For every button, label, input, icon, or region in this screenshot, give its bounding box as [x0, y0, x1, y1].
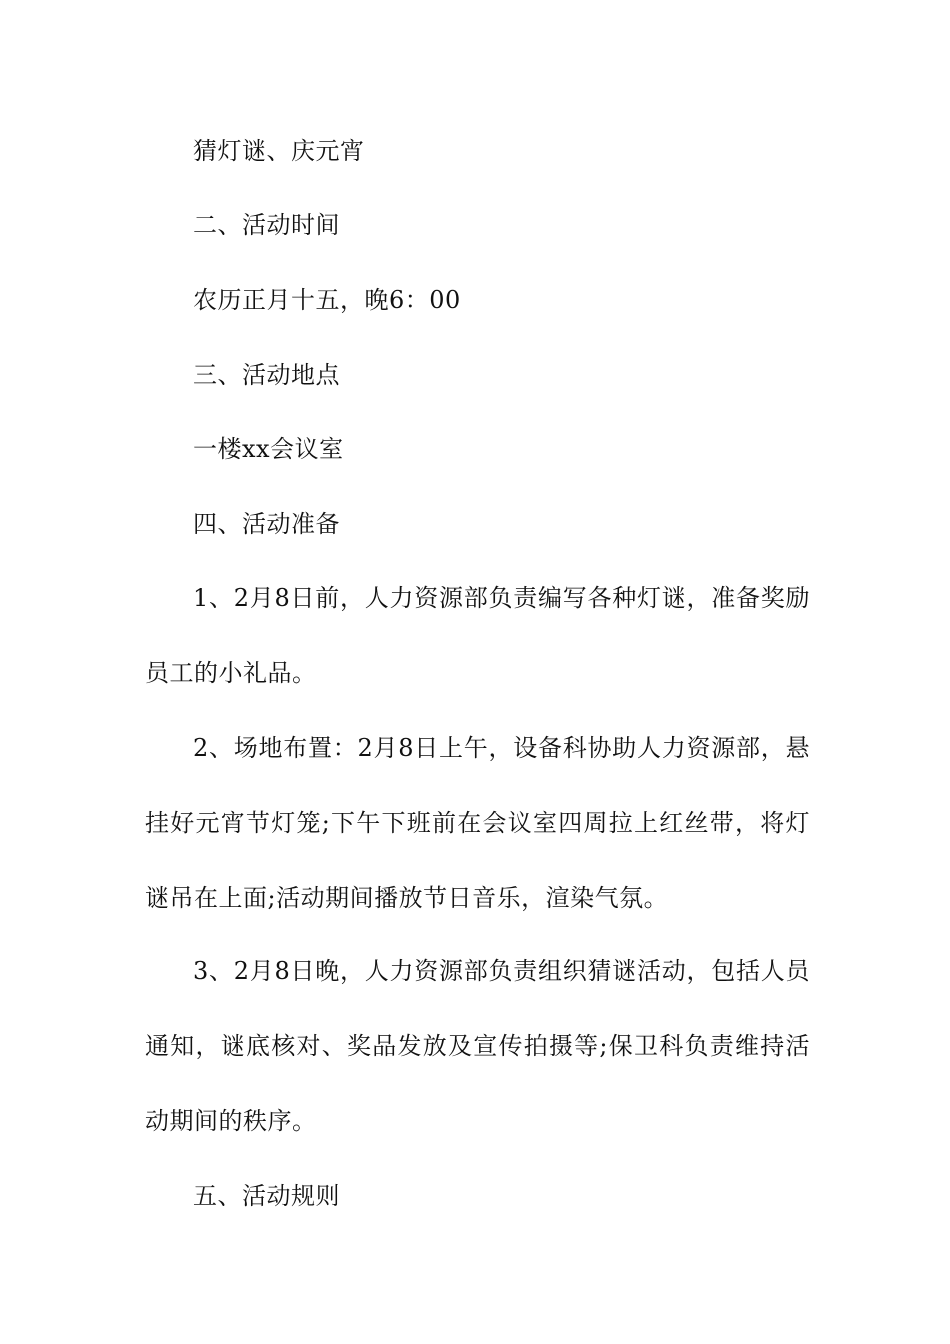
section-heading-rules: 五、活动规则 [193, 1182, 340, 1210]
preparation-item-2: 2、场地布置：2月8日上午，设备科协助人力资源部，悬挂好元宵节灯笼;下午下班前在会议室四周拉上红丝带，将灯谜吊在上面;活动期间播放节日音乐，渲染气氛。 [145, 734, 810, 912]
event-location: 一楼xx会议室 [193, 435, 344, 463]
event-time: 农历正月十五，晚6：00 [193, 286, 461, 314]
preparation-item-3: 3、2月8日晚，人力资源部负责组织猜谜活动，包括人员通知，谜底核对、奖品发放及宣传拍摄等;保卫科负责维持活动期间的秩序。 [145, 957, 810, 1135]
section-heading-location: 三、活动地点 [193, 361, 340, 389]
preparation-item-1: 1、2月8日前，人力资源部负责编写各种灯谜，准备奖励员工的小礼品。 [145, 584, 810, 687]
event-theme: 猜灯谜、庆元宵 [193, 137, 365, 165]
section-heading-time: 二、活动时间 [193, 211, 340, 239]
section-heading-preparation: 四、活动准备 [193, 510, 340, 538]
